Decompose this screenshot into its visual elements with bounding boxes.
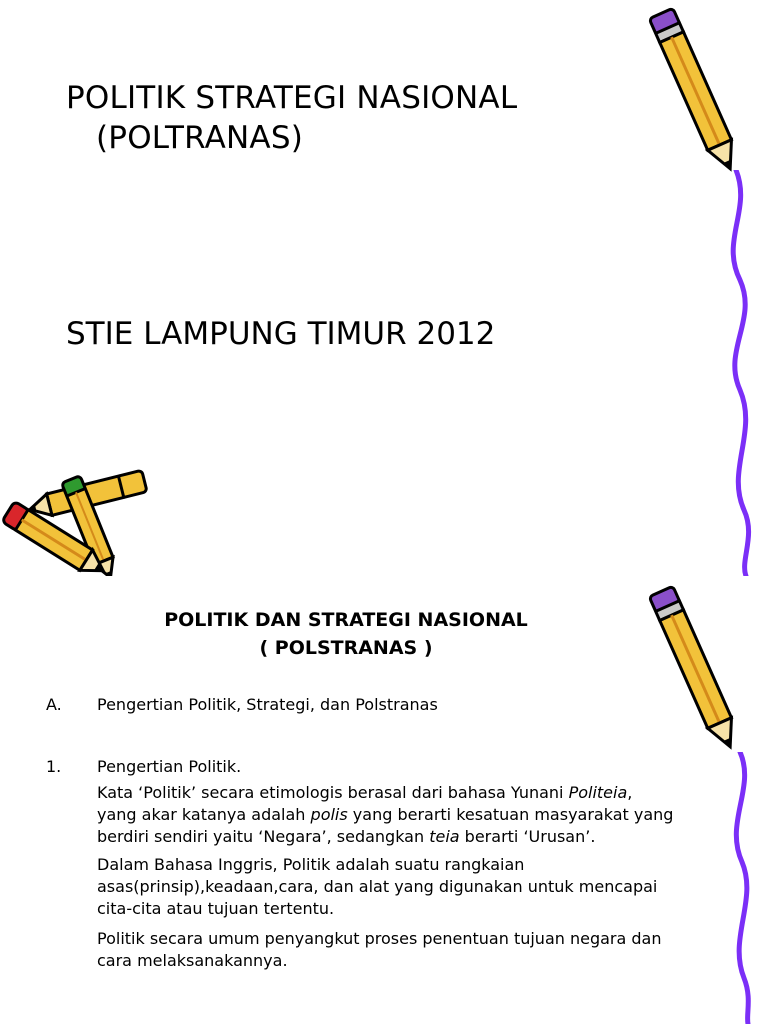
- slide-title-heading: [66, 78, 517, 158]
- text-run: cara melaksanakannya.: [97, 951, 288, 970]
- text-run: Kata ‘Politik’ secara etimologis berasal dari bahasa Yunani: [97, 783, 569, 802]
- item-1-heading: Pengertian Politik.: [97, 757, 242, 776]
- decorative-wave: [706, 752, 768, 1024]
- text-run: berdiri sendiri yaitu ‘Negara’, sedangkan: [97, 827, 430, 846]
- italic-term: teia: [429, 827, 460, 846]
- item-1-marker: 1.: [46, 757, 62, 776]
- content-title-line-1: POLITIK DAN STRATEGI NASIONAL: [164, 609, 528, 631]
- pencil-icon: [640, 2, 752, 184]
- crossed-pencils-icon: [0, 458, 160, 576]
- section-a-text: Pengertian Politik, Strategi, dan Polstranas: [97, 695, 438, 714]
- text-run: asas(prinsip),keadaan,cara, dan alat yang digunakan untuk mencapai: [97, 877, 658, 896]
- italic-term: Politeia: [568, 783, 628, 802]
- content-title: [0, 606, 692, 662]
- text-run: yang berarti kesatuan masyarakat yang: [347, 805, 674, 824]
- text-run: cita-cita atau tujuan tertentu.: [97, 899, 335, 918]
- italic-term: polis: [310, 805, 348, 824]
- decorative-wave: [700, 170, 768, 576]
- text-run: yang akar katanya adalah: [97, 805, 311, 824]
- text-run: berarti ‘Urusan’.: [459, 827, 596, 846]
- text-run: Politik secara umum penyangkut proses penentuan tujuan negara dan: [97, 929, 662, 948]
- slide-subtitle: STIE LAMPUNG TIMUR 2012: [66, 316, 496, 352]
- slide-content: [0, 576, 768, 1024]
- title-line-1: POLITIK STRATEGI NASIONAL: [66, 80, 518, 116]
- text-run: Dalam Bahasa Inggris, Politik adalah suatu rangkaian: [97, 855, 525, 874]
- content-title-line-2: ( POLSTRANAS ): [259, 637, 433, 659]
- title-line-2: (POLTRANAS): [96, 120, 303, 156]
- text-run: ,: [627, 783, 633, 802]
- section-a-marker: A.: [46, 695, 62, 714]
